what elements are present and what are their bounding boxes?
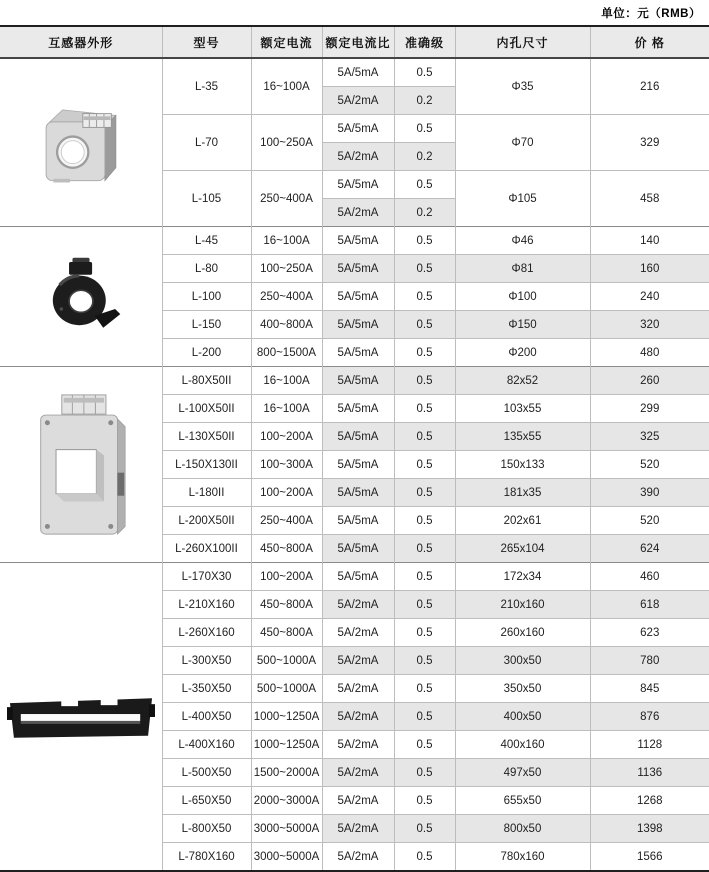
cell-price: 1566 [590, 843, 709, 872]
cell-current-ratio: 5A/2mA [322, 143, 394, 171]
cell-current-ratio: 5A/5mA [322, 58, 394, 87]
cell-accuracy-class: 0.5 [394, 535, 455, 563]
cell-current-ratio: 5A/5mA [322, 339, 394, 367]
cell-price: 299 [590, 395, 709, 423]
cell-hole-size: 202x61 [455, 507, 590, 535]
cell-accuracy-class: 0.5 [394, 58, 455, 87]
cell-accuracy-class: 0.5 [394, 787, 455, 815]
cell-model: L-800X50 [162, 815, 251, 843]
cell-accuracy-class: 0.5 [394, 227, 455, 255]
cell-model: L-260X100II [162, 535, 251, 563]
cell-model: L-105 [162, 171, 251, 227]
cell-accuracy-class: 0.5 [394, 367, 455, 395]
product-photo-cell [0, 58, 162, 227]
cell-accuracy-class: 0.5 [394, 311, 455, 339]
cell-rated-current: 100~300A [251, 451, 322, 479]
cell-model: L-180II [162, 479, 251, 507]
cell-current-ratio: 5A/2mA [322, 843, 394, 872]
cell-price: 876 [590, 703, 709, 731]
cell-current-ratio: 5A/5mA [322, 507, 394, 535]
cell-current-ratio: 5A/2mA [322, 675, 394, 703]
cell-price: 320 [590, 311, 709, 339]
column-header-2: 额定电流 [251, 26, 322, 58]
cell-price: 325 [590, 423, 709, 451]
cell-rated-current: 450~800A [251, 535, 322, 563]
price-table [0, 25, 709, 872]
cell-model: L-210X160 [162, 591, 251, 619]
cell-current-ratio: 5A/5mA [322, 255, 394, 283]
cell-hole-size: Φ70 [455, 115, 590, 171]
cell-rated-current: 400~800A [251, 311, 322, 339]
cell-hole-size: 135x55 [455, 423, 590, 451]
cell-current-ratio: 5A/5mA [322, 535, 394, 563]
cell-model: L-45 [162, 227, 251, 255]
cell-rated-current: 100~200A [251, 563, 322, 591]
cell-hole-size: 181x35 [455, 479, 590, 507]
table-header [0, 26, 709, 58]
cell-price: 520 [590, 507, 709, 535]
cell-hole-size: 82x52 [455, 367, 590, 395]
table-row [0, 227, 709, 255]
cell-accuracy-class: 0.5 [394, 339, 455, 367]
cell-hole-size: Φ200 [455, 339, 590, 367]
cell-accuracy-class: 0.5 [394, 591, 455, 619]
cell-hole-size: 265x104 [455, 535, 590, 563]
photo-toroid-transformer [0, 256, 162, 338]
column-header-6: 价 格 [590, 26, 709, 58]
cell-current-ratio: 5A/5mA [322, 367, 394, 395]
cell-model: L-150 [162, 311, 251, 339]
table-row [0, 58, 709, 87]
cell-hole-size: 350x50 [455, 675, 590, 703]
cell-hole-size: 172x34 [455, 563, 590, 591]
cell-price: 240 [590, 283, 709, 311]
cell-hole-size: Φ46 [455, 227, 590, 255]
cell-accuracy-class: 0.5 [394, 283, 455, 311]
cell-accuracy-class: 0.2 [394, 143, 455, 171]
product-photo-cell [0, 563, 162, 872]
cell-accuracy-class: 0.5 [394, 731, 455, 759]
column-header-3: 额定电流比 [322, 26, 394, 58]
cell-model: L-130X50II [162, 423, 251, 451]
cell-accuracy-class: 0.5 [394, 171, 455, 199]
cell-hole-size: 497x50 [455, 759, 590, 787]
cell-accuracy-class: 0.2 [394, 199, 455, 227]
cell-accuracy-class: 0.5 [394, 675, 455, 703]
cell-model: L-80 [162, 255, 251, 283]
cell-rated-current: 450~800A [251, 591, 322, 619]
cell-rated-current: 450~800A [251, 619, 322, 647]
cell-accuracy-class: 0.2 [394, 87, 455, 115]
cell-current-ratio: 5A/5mA [322, 451, 394, 479]
cell-model: L-80X50II [162, 367, 251, 395]
cell-rated-current: 16~100A [251, 395, 322, 423]
photo-box-round-hole-transformer [0, 98, 162, 188]
cell-model: L-650X50 [162, 787, 251, 815]
cell-rated-current: 500~1000A [251, 675, 322, 703]
cell-rated-current: 500~1000A [251, 647, 322, 675]
photo-square-frame-transformer [0, 390, 162, 540]
column-header-5: 内孔尺寸 [455, 26, 590, 58]
cell-rated-current: 250~400A [251, 507, 322, 535]
cell-hole-size: 210x160 [455, 591, 590, 619]
cell-accuracy-class: 0.5 [394, 843, 455, 872]
cell-model: L-200X50II [162, 507, 251, 535]
cell-rated-current: 3000~5000A [251, 843, 322, 872]
cell-model: L-300X50 [162, 647, 251, 675]
header-row [0, 26, 709, 58]
cell-model: L-400X160 [162, 731, 251, 759]
cell-hole-size: 103x55 [455, 395, 590, 423]
cell-rated-current: 2000~3000A [251, 787, 322, 815]
cell-model: L-70 [162, 115, 251, 171]
cell-rated-current: 1000~1250A [251, 703, 322, 731]
cell-accuracy-class: 0.5 [394, 563, 455, 591]
cell-model: L-100X50II [162, 395, 251, 423]
cell-accuracy-class: 0.5 [394, 703, 455, 731]
cell-current-ratio: 5A/2mA [322, 647, 394, 675]
product-photo-cell [0, 367, 162, 563]
cell-rated-current: 1000~1250A [251, 731, 322, 759]
cell-price: 624 [590, 535, 709, 563]
cell-hole-size: 400x160 [455, 731, 590, 759]
cell-price: 458 [590, 171, 709, 227]
cell-price: 845 [590, 675, 709, 703]
cell-accuracy-class: 0.5 [394, 395, 455, 423]
cell-current-ratio: 5A/2mA [322, 815, 394, 843]
cell-rated-current: 16~100A [251, 227, 322, 255]
cell-hole-size: 150x133 [455, 451, 590, 479]
cell-model: L-260X160 [162, 619, 251, 647]
cell-rated-current: 100~250A [251, 115, 322, 171]
cell-hole-size: 300x50 [455, 647, 590, 675]
table-row [0, 563, 709, 591]
cell-hole-size: 800x50 [455, 815, 590, 843]
cell-current-ratio: 5A/5mA [322, 563, 394, 591]
cell-current-ratio: 5A/5mA [322, 115, 394, 143]
cell-hole-size: Φ150 [455, 311, 590, 339]
cell-price: 780 [590, 647, 709, 675]
cell-price: 390 [590, 479, 709, 507]
cell-model: L-780X160 [162, 843, 251, 872]
cell-accuracy-class: 0.5 [394, 479, 455, 507]
cell-accuracy-class: 0.5 [394, 759, 455, 787]
cell-price: 329 [590, 115, 709, 171]
cell-model: L-400X50 [162, 703, 251, 731]
cell-current-ratio: 5A/2mA [322, 199, 394, 227]
unit-note: 单位：元（RMB） [601, 8, 701, 20]
cell-rated-current: 100~200A [251, 423, 322, 451]
cell-model: L-150X130II [162, 451, 251, 479]
cell-accuracy-class: 0.5 [394, 255, 455, 283]
cell-accuracy-class: 0.5 [394, 815, 455, 843]
table-body [0, 58, 709, 871]
column-header-1: 型号 [162, 26, 251, 58]
cell-price: 1136 [590, 759, 709, 787]
cell-current-ratio: 5A/2mA [322, 731, 394, 759]
cell-price: 160 [590, 255, 709, 283]
cell-rated-current: 16~100A [251, 367, 322, 395]
cell-current-ratio: 5A/5mA [322, 283, 394, 311]
cell-current-ratio: 5A/5mA [322, 311, 394, 339]
cell-hole-size: 400x50 [455, 703, 590, 731]
cell-current-ratio: 5A/5mA [322, 171, 394, 199]
cell-accuracy-class: 0.5 [394, 423, 455, 451]
cell-current-ratio: 5A/2mA [322, 87, 394, 115]
cell-model: L-100 [162, 283, 251, 311]
cell-current-ratio: 5A/2mA [322, 703, 394, 731]
cell-price: 1398 [590, 815, 709, 843]
cell-rated-current: 16~100A [251, 58, 322, 115]
cell-current-ratio: 5A/5mA [322, 423, 394, 451]
cell-model: L-170X30 [162, 563, 251, 591]
cell-current-ratio: 5A/2mA [322, 759, 394, 787]
cell-rated-current: 3000~5000A [251, 815, 322, 843]
cell-hole-size: Φ105 [455, 171, 590, 227]
column-header-4: 准确级 [394, 26, 455, 58]
cell-rated-current: 250~400A [251, 171, 322, 227]
cell-hole-size: Φ35 [455, 58, 590, 115]
cell-accuracy-class: 0.5 [394, 619, 455, 647]
product-photo-cell [0, 227, 162, 367]
cell-current-ratio: 5A/5mA [322, 479, 394, 507]
cell-rated-current: 250~400A [251, 283, 322, 311]
cell-price: 1268 [590, 787, 709, 815]
cell-current-ratio: 5A/2mA [322, 787, 394, 815]
cell-hole-size: 655x50 [455, 787, 590, 815]
cell-price: 260 [590, 367, 709, 395]
cell-model: L-500X50 [162, 759, 251, 787]
cell-price: 460 [590, 563, 709, 591]
cell-model: L-350X50 [162, 675, 251, 703]
cell-current-ratio: 5A/2mA [322, 591, 394, 619]
cell-price: 520 [590, 451, 709, 479]
cell-hole-size: Φ81 [455, 255, 590, 283]
table-row [0, 367, 709, 395]
cell-current-ratio: 5A/5mA [322, 395, 394, 423]
cell-price: 140 [590, 227, 709, 255]
cell-accuracy-class: 0.5 [394, 451, 455, 479]
cell-rated-current: 100~200A [251, 479, 322, 507]
cell-price: 1128 [590, 731, 709, 759]
cell-price: 618 [590, 591, 709, 619]
cell-rated-current: 800~1500A [251, 339, 322, 367]
cell-accuracy-class: 0.5 [394, 115, 455, 143]
cell-price: 480 [590, 339, 709, 367]
cell-hole-size: 780x160 [455, 843, 590, 872]
cell-rated-current: 100~250A [251, 255, 322, 283]
cell-hole-size: 260x160 [455, 619, 590, 647]
cell-model: L-35 [162, 58, 251, 115]
photo-flat-bar-transformer [0, 693, 162, 741]
column-header-0: 互感器外形 [0, 26, 162, 58]
cell-model: L-200 [162, 339, 251, 367]
cell-rated-current: 1500~2000A [251, 759, 322, 787]
cell-hole-size: Φ100 [455, 283, 590, 311]
cell-current-ratio: 5A/5mA [322, 227, 394, 255]
cell-price: 216 [590, 58, 709, 115]
cell-price: 623 [590, 619, 709, 647]
cell-accuracy-class: 0.5 [394, 647, 455, 675]
cell-accuracy-class: 0.5 [394, 507, 455, 535]
cell-current-ratio: 5A/2mA [322, 619, 394, 647]
